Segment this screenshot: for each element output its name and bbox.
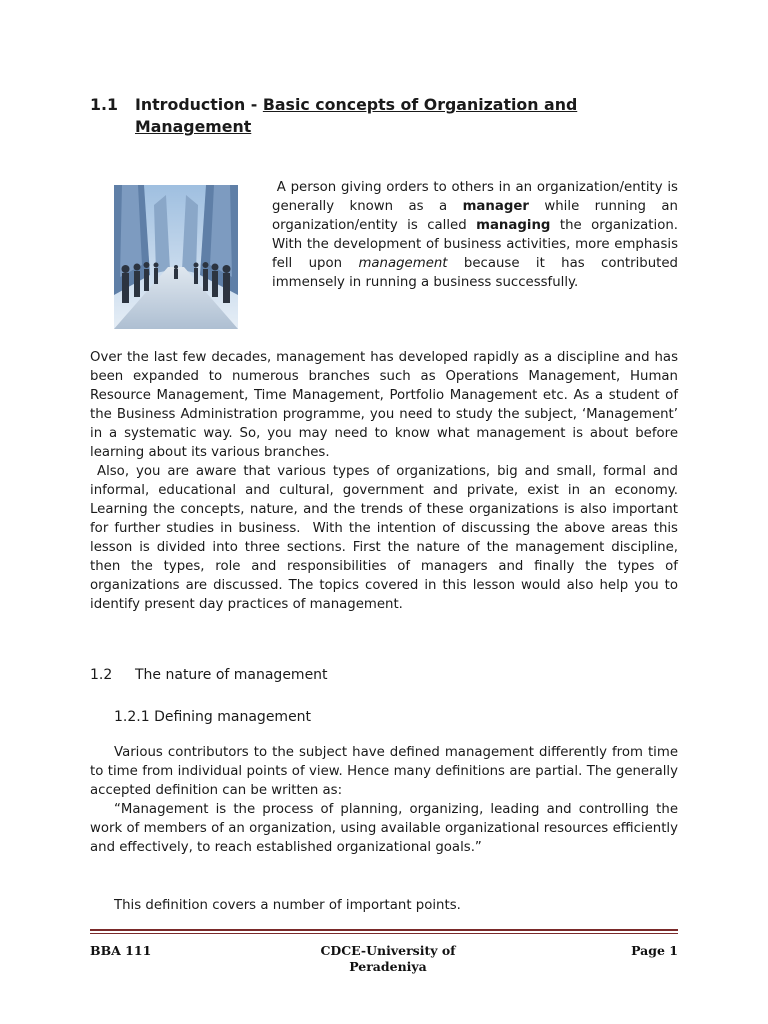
- footer-page-number: Page 1: [631, 943, 678, 958]
- heading-title-part2: Management: [135, 117, 252, 136]
- intro-text-2: while running an organization/entity is called: [272, 199, 678, 233]
- intro-text-4: because it has contributed immensely in running a business successfully.: [272, 256, 678, 290]
- footer-rule-thin: [90, 933, 678, 934]
- main-heading: [90, 94, 650, 138]
- heading-prefix: Introduction -: [135, 95, 258, 114]
- body-text: [90, 348, 683, 614]
- intro-bold-managing: managing: [476, 218, 551, 233]
- heading-number: 1.1: [90, 95, 118, 114]
- intro-text-1: A person giving orders to others in an organization/entity is generally known as a: [272, 180, 678, 214]
- paragraph-1: Over the last few decades, management has developed rapidly as a discipline and has been expanded to numerous branches such as Operations Management, Human Resource Management, Time Management, Portfolio Management etc. As a student of the Business Administration programme, you need to study the subject, ‘Management’ in a systematic way. So, you may need to know what management is about before learning about its various branches.: [90, 350, 678, 460]
- footer-course-code: BBA 111: [90, 943, 152, 958]
- paragraph-2: Also, you are aware that various types of organizations, big and small, formal and informal, educational and cultural, government and private, exist in an economy. Learning the concepts, nature, and the trends of these organizations is also important for further studies in business. With the intention of discussing the above areas this lesson is divided into three sections. First the nature of the management discipline, then the types, role and responsibilities of managers and finally the types of organizations are discussed. The topics covered in this lesson would also help you to identify present day practices of management.: [90, 464, 683, 612]
- definition-quote: “Management is the process of planning, organizing, leading and controlling the work of members of an organization, using available organizational resources efficiently and effectively, to reach established organizational goals.”: [90, 802, 678, 855]
- business-people-image: [114, 185, 238, 329]
- footer-rule-thick: [90, 929, 678, 931]
- closing-sentence: This definition covers a number of important points.: [114, 898, 461, 913]
- section-heading: [90, 665, 328, 685]
- subsection-heading: 1.2.1 Defining management: [114, 709, 312, 725]
- heading-title-part1: Basic concepts of Organization and: [262, 95, 578, 114]
- section-number: 1.2: [90, 667, 113, 683]
- footer-institution: CDCE-University of Peradeniya: [320, 943, 456, 974]
- definition-intro: Various contributors to the subject have defined management differently from time to time from individual points of view. Hence many definitions are partial. The generally accepted definition can be written as:: [90, 745, 678, 798]
- section-title: The nature of management: [135, 667, 328, 683]
- intro-italic-management: management: [358, 256, 448, 271]
- intro-text-3: the organization. With the development of business activities, more emphasis fell upon: [272, 218, 678, 271]
- intro-bold-manager: manager: [462, 199, 529, 214]
- definition-block: [90, 743, 678, 857]
- intro-paragraph: [272, 178, 678, 292]
